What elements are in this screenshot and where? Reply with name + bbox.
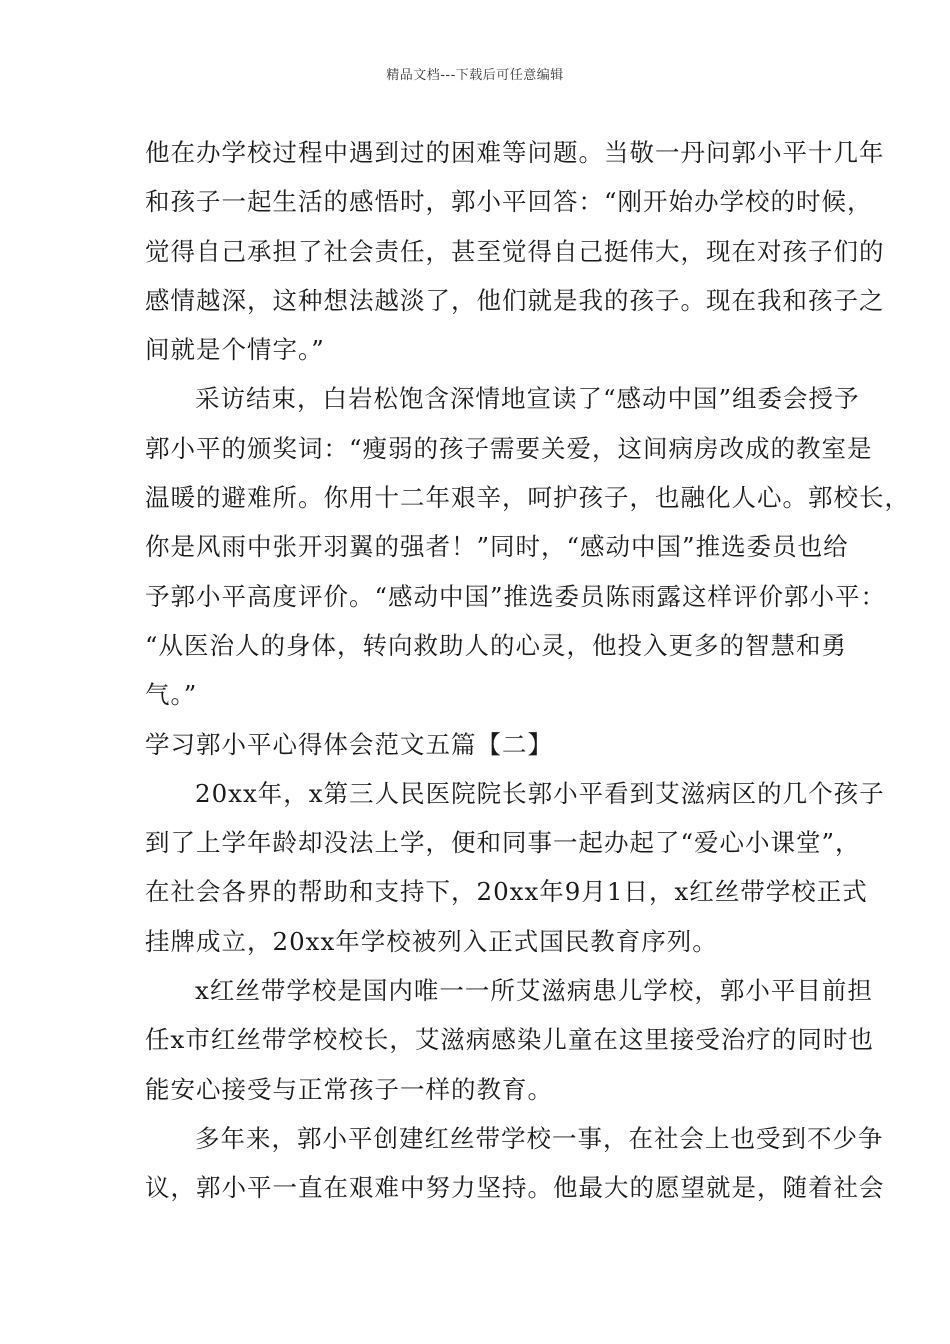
text-line: 感情越深，这种想法越淡了，他们就是我的孩子。现在我和孩子之	[145, 285, 885, 315]
text-line: 到了上学年龄却没法上学，便和同事一起办起了“爱心小课堂”，	[145, 828, 861, 858]
paragraph-first-line: 20xx年，x第三人民医院院长郭小平看到艾滋病区的几个孩子	[195, 778, 885, 808]
text-line: 和孩子一起生活的感悟时，郭小平回答：“刚开始办学校的时候，	[145, 187, 873, 217]
text-line: 挂牌成立，20xx年学校被列入正式国民教育序列。	[145, 926, 718, 956]
text-line: 间就是个情字。”	[145, 335, 325, 365]
text-line: 你是风雨中张开羽翼的强者！”同时，“感动中国”推选委员也给	[145, 532, 849, 562]
page-header: 精品文档---下载后可任意编辑	[386, 68, 564, 83]
text-line: “从医治人的身体，转向救助人的心灵，他投入更多的智慧和勇	[145, 630, 848, 660]
text-line: 觉得自己承担了社会责任，甚至觉得自己挺伟大，现在对孩子们的	[145, 236, 885, 266]
text-line: 议，郭小平一直在艰难中努力坚持。他最大的愿望就是，随着社会	[145, 1173, 885, 1203]
text-line: 气。”	[145, 680, 198, 710]
document-body	[145, 128, 910, 1213]
text-line: 学习郭小平心得体会范文五篇【二】	[145, 729, 553, 759]
text-line: 任x市红丝带学校校长，艾滋病感染儿童在这里接受治疗的同时也	[145, 1025, 874, 1055]
paragraph-first-line: 多年来，郭小平创建红丝带学校一事，在社会上也受到不少争	[195, 1123, 884, 1153]
text-line: 能安心接受与正常孩子一样的教育。	[145, 1074, 553, 1104]
text-line: 予郭小平高度评价。“感动中国”推选委员陈雨露这样评价郭小平：	[145, 581, 887, 611]
text-line: 温暖的避难所。你用十二年艰辛，呵护孩子，也融化人心。郭校长，	[145, 483, 910, 513]
paragraph-first-line: x红丝带学校是国内唯一一所艾滋病患儿学校，郭小平目前担	[195, 976, 873, 1006]
paragraph-first-line: 采访结束，白岩松饱含深情地宣读了“感动中国”组委会授予	[195, 384, 860, 414]
text-line: 在社会各界的帮助和支持下，20xx年9月1日，x红丝带学校正式	[145, 877, 868, 907]
text-line: 郭小平的颁奖词：“瘦弱的孩子需要关爱，这间病房改成的教室是	[145, 433, 873, 463]
text-line: 他在办学校过程中遇到过的困难等问题。当敬一丹问郭小平十几年	[145, 138, 885, 167]
